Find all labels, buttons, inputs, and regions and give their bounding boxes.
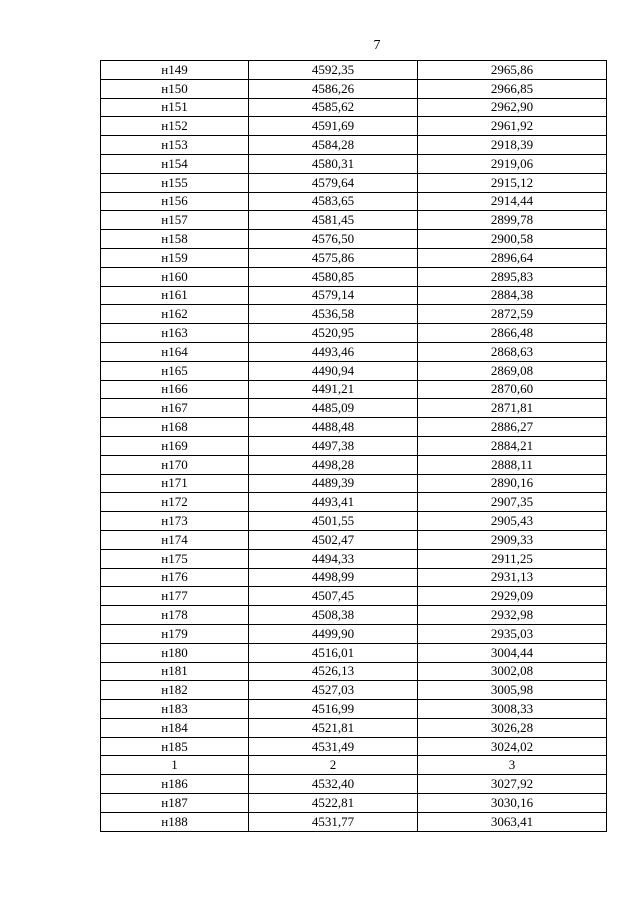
y-coordinate-cell: 2900,58 (418, 230, 607, 249)
table-row (101, 662, 607, 681)
table-row (101, 549, 607, 568)
x-coordinate-cell: 4490,94 (249, 361, 418, 380)
table-row (101, 568, 607, 587)
point-name-cell: н168 (101, 418, 249, 437)
table-row (101, 756, 607, 775)
point-name-cell: н160 (101, 267, 249, 286)
y-coordinate-cell: 3024,02 (418, 737, 607, 756)
table-row (101, 436, 607, 455)
table-row (101, 305, 607, 324)
x-coordinate-cell: 4493,46 (249, 342, 418, 361)
point-name-cell: н183 (101, 700, 249, 719)
table-row (101, 530, 607, 549)
x-coordinate-cell: 4576,50 (249, 230, 418, 249)
table-row (101, 718, 607, 737)
y-coordinate-cell: 3026,28 (418, 718, 607, 737)
table-row (101, 154, 607, 173)
table-row (101, 418, 607, 437)
x-coordinate-cell: 4494,33 (249, 549, 418, 568)
y-coordinate-cell: 2868,63 (418, 342, 607, 361)
y-coordinate-cell: 2871,81 (418, 399, 607, 418)
point-name-cell: н163 (101, 324, 249, 343)
y-coordinate-cell: 3063,41 (418, 812, 607, 831)
x-coordinate-cell: 4502,47 (249, 530, 418, 549)
y-coordinate-cell: 2966,85 (418, 79, 607, 98)
point-name-cell: н164 (101, 342, 249, 361)
point-name-cell: н167 (101, 399, 249, 418)
point-name-cell: н184 (101, 718, 249, 737)
x-coordinate-cell: 4508,38 (249, 606, 418, 625)
x-coordinate-cell: 4592,35 (249, 61, 418, 80)
table-row (101, 361, 607, 380)
point-name-cell: н150 (101, 79, 249, 98)
point-name-cell: н153 (101, 136, 249, 155)
table-row (101, 98, 607, 117)
y-coordinate-cell: 2905,43 (418, 512, 607, 531)
x-coordinate-cell: 4488,48 (249, 418, 418, 437)
table-row (101, 512, 607, 531)
y-coordinate-cell: 2918,39 (418, 136, 607, 155)
x-coordinate-cell: 4581,45 (249, 211, 418, 230)
point-name-cell: н157 (101, 211, 249, 230)
table-row (101, 455, 607, 474)
point-name-cell: н170 (101, 455, 249, 474)
y-coordinate-cell: 2896,64 (418, 248, 607, 267)
point-name-cell: н178 (101, 606, 249, 625)
point-name-cell: н152 (101, 117, 249, 136)
x-coordinate-cell: 4583,65 (249, 192, 418, 211)
point-name-cell: н174 (101, 530, 249, 549)
point-name-cell: н155 (101, 173, 249, 192)
x-coordinate-cell: 4532,40 (249, 775, 418, 794)
y-coordinate-cell: 3030,16 (418, 794, 607, 813)
table-row (101, 737, 607, 756)
y-coordinate-cell: 2965,86 (418, 61, 607, 80)
x-coordinate-cell: 4489,39 (249, 474, 418, 493)
point-name-cell: н186 (101, 775, 249, 794)
table-row (101, 643, 607, 662)
table-row (101, 267, 607, 286)
table-row (101, 173, 607, 192)
y-coordinate-cell: 2866,48 (418, 324, 607, 343)
table-row (101, 474, 607, 493)
point-name-cell: н185 (101, 737, 249, 756)
x-coordinate-cell: 4507,45 (249, 587, 418, 606)
x-coordinate-cell: 4497,38 (249, 436, 418, 455)
x-coordinate-cell: 4575,86 (249, 248, 418, 267)
x-coordinate-cell: 4485,09 (249, 399, 418, 418)
x-coordinate-cell: 4498,99 (249, 568, 418, 587)
x-coordinate-cell: 4521,81 (249, 718, 418, 737)
y-coordinate-cell: 2931,13 (418, 568, 607, 587)
table-row (101, 342, 607, 361)
x-coordinate-cell: 4580,31 (249, 154, 418, 173)
y-coordinate-cell: 2929,09 (418, 587, 607, 606)
point-name-cell: н151 (101, 98, 249, 117)
x-coordinate-cell: 4531,77 (249, 812, 418, 831)
y-coordinate-cell: 2909,33 (418, 530, 607, 549)
y-coordinate-cell: 2869,08 (418, 361, 607, 380)
point-name-cell: н149 (101, 61, 249, 80)
table-row (101, 211, 607, 230)
point-name-cell: н162 (101, 305, 249, 324)
x-coordinate-cell: 4516,99 (249, 700, 418, 719)
x-coordinate-cell: 4584,28 (249, 136, 418, 155)
table-row (101, 775, 607, 794)
x-coordinate-cell: 4580,85 (249, 267, 418, 286)
point-name-cell: н159 (101, 248, 249, 267)
x-coordinate-cell: 2 (249, 756, 418, 775)
table-row (101, 61, 607, 80)
y-coordinate-cell: 2886,27 (418, 418, 607, 437)
x-coordinate-cell: 4526,13 (249, 662, 418, 681)
y-coordinate-cell: 2888,11 (418, 455, 607, 474)
x-coordinate-cell: 4586,26 (249, 79, 418, 98)
y-coordinate-cell: 2911,25 (418, 549, 607, 568)
point-name-cell: н188 (101, 812, 249, 831)
x-coordinate-cell: 4493,41 (249, 493, 418, 512)
x-coordinate-cell: 4522,81 (249, 794, 418, 813)
point-name-cell: н177 (101, 587, 249, 606)
x-coordinate-cell: 4527,03 (249, 681, 418, 700)
x-coordinate-cell: 4499,90 (249, 624, 418, 643)
x-coordinate-cell: 4585,62 (249, 98, 418, 117)
table-row (101, 606, 607, 625)
point-name-cell: н156 (101, 192, 249, 211)
page-number: 7 (373, 38, 381, 53)
y-coordinate-cell: 2919,06 (418, 154, 607, 173)
y-coordinate-cell: 2932,98 (418, 606, 607, 625)
y-coordinate-cell: 2884,21 (418, 436, 607, 455)
y-coordinate-cell: 3002,08 (418, 662, 607, 681)
x-coordinate-cell: 4520,95 (249, 324, 418, 343)
x-coordinate-cell: 4516,01 (249, 643, 418, 662)
y-coordinate-cell: 2884,38 (418, 286, 607, 305)
point-name-cell: н179 (101, 624, 249, 643)
point-name-cell: н171 (101, 474, 249, 493)
y-coordinate-cell: 2890,16 (418, 474, 607, 493)
table-row (101, 700, 607, 719)
point-name-cell: н154 (101, 154, 249, 173)
y-coordinate-cell: 3004,44 (418, 643, 607, 662)
x-coordinate-cell: 4501,55 (249, 512, 418, 531)
x-coordinate-cell: 4591,69 (249, 117, 418, 136)
table-row (101, 493, 607, 512)
point-name-cell: н181 (101, 662, 249, 681)
y-coordinate-cell: 2962,90 (418, 98, 607, 117)
x-coordinate-cell: 4498,28 (249, 455, 418, 474)
table-row (101, 248, 607, 267)
point-name-cell: н175 (101, 549, 249, 568)
table-row (101, 192, 607, 211)
table-row (101, 380, 607, 399)
table-row (101, 399, 607, 418)
table-row (101, 117, 607, 136)
point-name-cell: н176 (101, 568, 249, 587)
y-coordinate-cell: 2899,78 (418, 211, 607, 230)
y-coordinate-cell: 3 (418, 756, 607, 775)
table-row (101, 324, 607, 343)
x-coordinate-cell: 4579,14 (249, 286, 418, 305)
y-coordinate-cell: 2914,44 (418, 192, 607, 211)
point-name-cell: н166 (101, 380, 249, 399)
y-coordinate-cell: 3027,92 (418, 775, 607, 794)
point-name-cell: н172 (101, 493, 249, 512)
table-row (101, 587, 607, 606)
y-coordinate-cell: 2915,12 (418, 173, 607, 192)
x-coordinate-cell: 4491,21 (249, 380, 418, 399)
point-name-cell: н161 (101, 286, 249, 305)
coordinates-table-body (101, 61, 607, 832)
table-row (101, 230, 607, 249)
point-name-cell: н158 (101, 230, 249, 249)
table-row (101, 624, 607, 643)
point-name-cell: н182 (101, 681, 249, 700)
point-name-cell: н187 (101, 794, 249, 813)
point-name-cell: н165 (101, 361, 249, 380)
x-coordinate-cell: 4579,64 (249, 173, 418, 192)
coordinates-table (100, 60, 607, 832)
table-row (101, 794, 607, 813)
table-row (101, 812, 607, 831)
y-coordinate-cell: 2872,59 (418, 305, 607, 324)
table-row (101, 681, 607, 700)
point-name-cell: н173 (101, 512, 249, 531)
table-row (101, 79, 607, 98)
table-row (101, 136, 607, 155)
y-coordinate-cell: 2961,92 (418, 117, 607, 136)
table-row (101, 286, 607, 305)
y-coordinate-cell: 2895,83 (418, 267, 607, 286)
x-coordinate-cell: 4531,49 (249, 737, 418, 756)
point-name-cell: н180 (101, 643, 249, 662)
y-coordinate-cell: 2907,35 (418, 493, 607, 512)
y-coordinate-cell: 3005,98 (418, 681, 607, 700)
y-coordinate-cell: 2935,03 (418, 624, 607, 643)
y-coordinate-cell: 3008,33 (418, 700, 607, 719)
point-name-cell: н169 (101, 436, 249, 455)
y-coordinate-cell: 2870,60 (418, 380, 607, 399)
point-name-cell: 1 (101, 756, 249, 775)
x-coordinate-cell: 4536,58 (249, 305, 418, 324)
